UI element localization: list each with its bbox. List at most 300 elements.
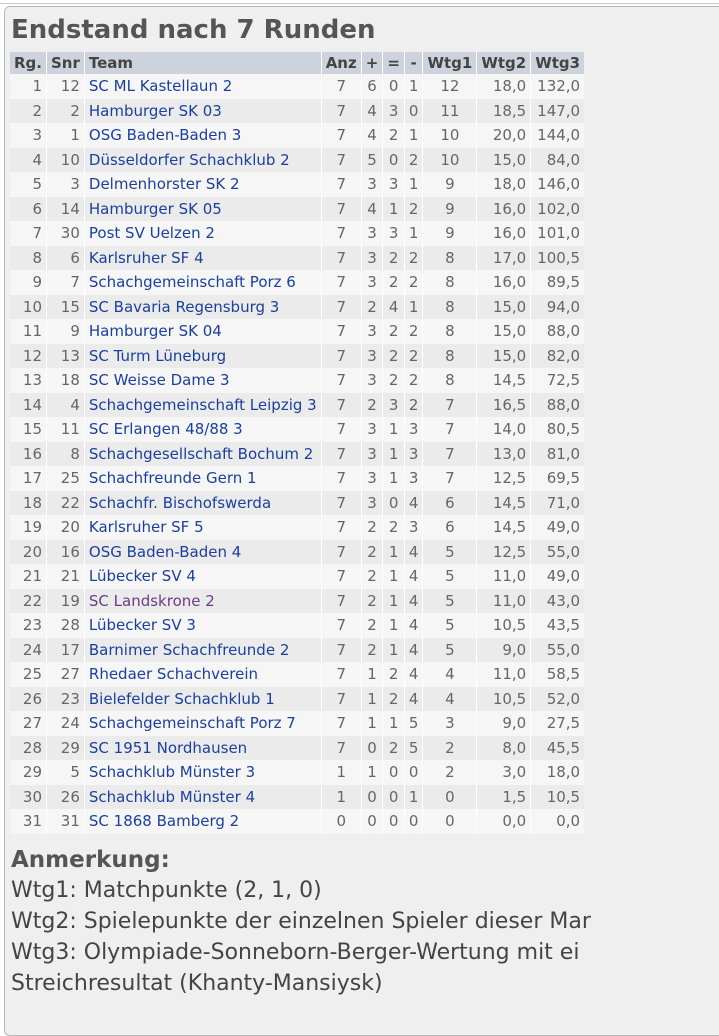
wtg3-cell: 49,0: [531, 515, 584, 540]
wtg1-cell: 8: [423, 344, 477, 369]
team-link[interactable]: Rhedaer Schachverein: [84, 662, 321, 687]
won-cell: 3: [361, 172, 383, 197]
team-link[interactable]: Schachgesellschaft Bochum 2: [84, 442, 321, 467]
wtg2-cell: 15,0: [477, 148, 531, 173]
snr-cell: 7: [47, 270, 85, 295]
snr-cell: 30: [47, 221, 85, 246]
anz-cell: 7: [321, 711, 361, 736]
lost-cell: 4: [404, 613, 423, 638]
draw-cell: 2: [383, 319, 405, 344]
anz-cell: 7: [321, 442, 361, 467]
wtg2-cell: 10,5: [477, 613, 531, 638]
lost-cell: 2: [404, 270, 423, 295]
won-cell: 4: [361, 99, 383, 124]
snr-cell: 31: [47, 809, 85, 834]
wtg1-cell: 9: [423, 197, 477, 222]
rank-cell: 15: [10, 417, 47, 442]
note-line-wtg3: Wtg3: Olympiade-Sonneborn-Berger-Wertung mit ei: [11, 940, 580, 965]
wtg3-cell: 80,5: [531, 417, 584, 442]
won-cell: 2: [361, 295, 383, 320]
wtg1-cell: 8: [423, 270, 477, 295]
anz-cell: 7: [321, 540, 361, 565]
won-cell: 3: [361, 417, 383, 442]
table-row: [10, 344, 584, 369]
team-link[interactable]: SC ML Kastellaun 2: [84, 74, 321, 99]
won-cell: 2: [361, 393, 383, 418]
rank-cell: 19: [10, 515, 47, 540]
top-border: [0, 0, 719, 4]
team-link[interactable]: SC Turm Lüneburg: [84, 344, 321, 369]
snr-cell: 12: [47, 74, 85, 99]
lost-cell: 4: [404, 589, 423, 614]
wtg3-cell: 82,0: [531, 344, 584, 369]
lost-cell: 3: [404, 466, 423, 491]
table-row: [10, 785, 584, 810]
anz-cell: 7: [321, 319, 361, 344]
table-row: [10, 809, 584, 834]
wtg2-cell: 8,0: [477, 736, 531, 761]
rank-cell: 14: [10, 393, 47, 418]
draw-cell: 2: [383, 736, 405, 761]
wtg2-cell: 13,0: [477, 442, 531, 467]
lost-cell: 2: [404, 319, 423, 344]
wtg2-cell: 1,5: [477, 785, 531, 810]
rank-cell: 7: [10, 221, 47, 246]
lost-cell: 4: [404, 564, 423, 589]
wtg1-cell: 3: [423, 711, 477, 736]
lost-cell: 2: [404, 393, 423, 418]
rank-header: Rg.: [10, 52, 47, 74]
team-link[interactable]: Düsseldorfer Schachklub 2: [84, 148, 321, 173]
snr-cell: 23: [47, 687, 85, 712]
lost-cell: 1: [404, 221, 423, 246]
wtg2-cell: 12,5: [477, 466, 531, 491]
lost-cell: 2: [404, 246, 423, 271]
lost-cell: 1: [404, 172, 423, 197]
team-link[interactable]: Schachgemeinschaft Leipzig 3: [84, 393, 321, 418]
wtg1-cell: 9: [423, 221, 477, 246]
rank-cell: 20: [10, 540, 47, 565]
wtg3-cell: 52,0: [531, 687, 584, 712]
draw-cell: 0: [383, 809, 405, 834]
wtg1-cell: 8: [423, 319, 477, 344]
wtg1-cell: 8: [423, 295, 477, 320]
snr-cell: 18: [47, 368, 85, 393]
table-row: [10, 687, 584, 712]
table-row: [10, 589, 584, 614]
won-header: +: [361, 52, 383, 74]
won-cell: 3: [361, 344, 383, 369]
snr-cell: 4: [47, 393, 85, 418]
wtg2-header: Wtg2: [477, 52, 531, 74]
snr-cell: 28: [47, 613, 85, 638]
team-link[interactable]: Hamburger SK 04: [84, 319, 321, 344]
team-link[interactable]: Schachgemeinschaft Porz 6: [84, 270, 321, 295]
won-cell: 2: [361, 638, 383, 663]
table-row: [10, 760, 584, 785]
lost-cell: 3: [404, 417, 423, 442]
anz-cell: 7: [321, 221, 361, 246]
team-link[interactable]: OSG Baden-Baden 4: [84, 540, 321, 565]
team-link[interactable]: Hamburger SK 05: [84, 197, 321, 222]
lost-cell: 0: [404, 809, 423, 834]
team-link[interactable]: Lübecker SV 3: [84, 613, 321, 638]
anz-cell: 7: [321, 736, 361, 761]
anz-cell: 7: [321, 564, 361, 589]
team-link[interactable]: Schachgemeinschaft Porz 7: [84, 711, 321, 736]
team-link[interactable]: SC Bavaria Regensburg 3: [84, 295, 321, 320]
lost-cell: 5: [404, 711, 423, 736]
table-row: [10, 638, 584, 663]
won-cell: 1: [361, 662, 383, 687]
anz-cell: 7: [321, 197, 361, 222]
table-row: [10, 148, 584, 173]
rank-cell: 13: [10, 368, 47, 393]
rank-cell: 17: [10, 466, 47, 491]
snr-cell: 5: [47, 760, 85, 785]
lost-cell: 4: [404, 638, 423, 663]
won-cell: 6: [361, 74, 383, 99]
wtg2-cell: 15,0: [477, 319, 531, 344]
anz-cell: 7: [321, 687, 361, 712]
draw-cell: 1: [383, 564, 405, 589]
wtg2-cell: 18,0: [477, 172, 531, 197]
wtg2-cell: 9,0: [477, 711, 531, 736]
won-cell: 0: [361, 809, 383, 834]
won-cell: 1: [361, 711, 383, 736]
wtg3-cell: 94,0: [531, 295, 584, 320]
wtg2-cell: 9,0: [477, 638, 531, 663]
wtg2-cell: 16,0: [477, 221, 531, 246]
table-row: [10, 613, 584, 638]
anz-cell: 7: [321, 295, 361, 320]
rank-cell: 23: [10, 613, 47, 638]
team-link[interactable]: SC Landskrone 2: [84, 589, 321, 614]
wtg1-cell: 4: [423, 687, 477, 712]
wtg2-cell: 15,0: [477, 295, 531, 320]
draw-cell: 3: [383, 172, 405, 197]
won-cell: 5: [361, 148, 383, 173]
wtg1-cell: 5: [423, 638, 477, 663]
lost-cell: 0: [404, 99, 423, 124]
note-line-streichresultat: Streichresultat (Khanty-Mansiysk): [11, 971, 383, 996]
won-cell: 4: [361, 197, 383, 222]
wtg3-cell: 147,0: [531, 99, 584, 124]
draw-cell: 2: [383, 662, 405, 687]
lost-cell: 1: [404, 123, 423, 148]
wtg3-cell: 55,0: [531, 638, 584, 663]
table-row: [10, 221, 584, 246]
snr-cell: 25: [47, 466, 85, 491]
draw-cell: 1: [383, 466, 405, 491]
lost-cell: 1: [404, 295, 423, 320]
wtg2-cell: 14,5: [477, 515, 531, 540]
snr-cell: 20: [47, 515, 85, 540]
rank-cell: 5: [10, 172, 47, 197]
anz-cell: 7: [321, 638, 361, 663]
draw-cell: 2: [383, 246, 405, 271]
table-body: [10, 74, 584, 834]
draw-cell: 1: [383, 442, 405, 467]
snr-cell: 27: [47, 662, 85, 687]
wtg1-cell: 0: [423, 809, 477, 834]
wtg3-cell: 18,0: [531, 760, 584, 785]
table-row: [10, 246, 584, 271]
wtg3-cell: 49,0: [531, 564, 584, 589]
lost-cell: 2: [404, 368, 423, 393]
wtg2-cell: 14,0: [477, 417, 531, 442]
won-cell: 3: [361, 221, 383, 246]
wtg1-cell: 4: [423, 662, 477, 687]
wtg1-cell: 11: [423, 99, 477, 124]
wtg2-cell: 11,0: [477, 564, 531, 589]
team-link[interactable]: SC Weisse Dame 3: [84, 368, 321, 393]
note-title: Anmerkung:: [11, 847, 170, 873]
wtg1-cell: 10: [423, 148, 477, 173]
wtg3-cell: 84,0: [531, 148, 584, 173]
draw-cell: 2: [383, 687, 405, 712]
team-link[interactable]: Hamburger SK 03: [84, 99, 321, 124]
snr-cell: 19: [47, 589, 85, 614]
rank-cell: 2: [10, 99, 47, 124]
draw-cell: 3: [383, 99, 405, 124]
anz-cell: 7: [321, 123, 361, 148]
draw-cell: 3: [383, 393, 405, 418]
anz-cell: 7: [321, 246, 361, 271]
wtg2-cell: 10,5: [477, 687, 531, 712]
draw-cell: 1: [383, 638, 405, 663]
won-cell: 0: [361, 736, 383, 761]
wtg3-cell: 81,0: [531, 442, 584, 467]
team-link[interactable]: Schachklub Münster 4: [84, 785, 321, 810]
anz-cell: 7: [321, 589, 361, 614]
won-cell: 0: [361, 785, 383, 810]
draw-cell: 1: [383, 711, 405, 736]
snr-cell: 26: [47, 785, 85, 810]
note-line-wtg1: Wtg1: Matchpunkte (2, 1, 0): [11, 878, 322, 903]
rank-cell: 27: [10, 711, 47, 736]
wtg3-header: Wtg3: [531, 52, 584, 74]
wtg1-cell: 8: [423, 368, 477, 393]
snr-cell: 17: [47, 638, 85, 663]
anz-header: Anz: [321, 52, 361, 74]
wtg2-cell: 11,0: [477, 662, 531, 687]
anz-cell: 7: [321, 148, 361, 173]
won-cell: 3: [361, 368, 383, 393]
table-row: [10, 99, 584, 124]
snr-cell: 1: [47, 123, 85, 148]
team-link[interactable]: OSG Baden-Baden 3: [84, 123, 321, 148]
wtg2-cell: 18,5: [477, 99, 531, 124]
wtg1-cell: 5: [423, 589, 477, 614]
draw-cell: 1: [383, 613, 405, 638]
anz-cell: 7: [321, 368, 361, 393]
snr-cell: 3: [47, 172, 85, 197]
snr-cell: 11: [47, 417, 85, 442]
team-link[interactable]: SC Erlangen 48/88 3: [84, 417, 321, 442]
table-row: [10, 319, 584, 344]
wtg2-cell: 14,5: [477, 368, 531, 393]
draw-cell: 1: [383, 197, 405, 222]
draw-cell: 4: [383, 295, 405, 320]
wtg3-cell: 88,0: [531, 393, 584, 418]
wtg1-header: Wtg1: [423, 52, 477, 74]
wtg2-cell: 14,5: [477, 491, 531, 516]
rank-cell: 11: [10, 319, 47, 344]
draw-cell: 0: [383, 785, 405, 810]
rank-cell: 9: [10, 270, 47, 295]
team-link[interactable]: Bielefelder Schachklub 1: [84, 687, 321, 712]
rank-cell: 24: [10, 638, 47, 663]
team-link[interactable]: SC 1868 Bamberg 2: [84, 809, 321, 834]
won-cell: 1: [361, 687, 383, 712]
snr-header: Snr: [47, 52, 85, 74]
wtg2-cell: 12,5: [477, 540, 531, 565]
table-row: [10, 540, 584, 565]
draw-cell: 3: [383, 221, 405, 246]
table-row: [10, 123, 584, 148]
wtg1-cell: 5: [423, 564, 477, 589]
rank-cell: 12: [10, 344, 47, 369]
wtg3-cell: 69,5: [531, 466, 584, 491]
won-cell: 1: [361, 760, 383, 785]
wtg1-cell: 10: [423, 123, 477, 148]
team-link[interactable]: Karlsruher SF 5: [84, 515, 321, 540]
won-cell: 3: [361, 442, 383, 467]
wtg1-cell: 5: [423, 613, 477, 638]
table-row: [10, 515, 584, 540]
wtg1-cell: 7: [423, 393, 477, 418]
rank-cell: 1: [10, 74, 47, 99]
rank-cell: 31: [10, 809, 47, 834]
wtg1-cell: 6: [423, 491, 477, 516]
lost-cell: 4: [404, 687, 423, 712]
won-cell: 2: [361, 589, 383, 614]
draw-cell: 1: [383, 417, 405, 442]
snr-cell: 6: [47, 246, 85, 271]
won-cell: 2: [361, 613, 383, 638]
wtg2-cell: 16,0: [477, 197, 531, 222]
team-link[interactable]: SC 1951 Nordhausen: [84, 736, 321, 761]
lost-cell: 2: [404, 197, 423, 222]
wtg2-cell: 3,0: [477, 760, 531, 785]
wtg3-cell: 88,0: [531, 319, 584, 344]
anz-cell: 7: [321, 74, 361, 99]
wtg3-cell: 58,5: [531, 662, 584, 687]
anz-cell: 0: [321, 809, 361, 834]
wtg2-cell: 18,0: [477, 74, 531, 99]
team-link[interactable]: Delmenhorster SK 2: [84, 172, 321, 197]
lost-cell: 2: [404, 344, 423, 369]
rank-cell: 8: [10, 246, 47, 271]
table-row: [10, 417, 584, 442]
wtg1-cell: 9: [423, 172, 477, 197]
rank-cell: 25: [10, 662, 47, 687]
team-link[interactable]: Schachklub Münster 3: [84, 760, 321, 785]
table-row: [10, 172, 584, 197]
rank-cell: 3: [10, 123, 47, 148]
team-link[interactable]: Lübecker SV 4: [84, 564, 321, 589]
wtg2-cell: 15,0: [477, 344, 531, 369]
wtg3-cell: 10,5: [531, 785, 584, 810]
lost-cell: 4: [404, 540, 423, 565]
wtg2-cell: 16,5: [477, 393, 531, 418]
anz-cell: 7: [321, 344, 361, 369]
draw-cell: 2: [383, 270, 405, 295]
rank-cell: 10: [10, 295, 47, 320]
anz-cell: 7: [321, 270, 361, 295]
wtg1-cell: 7: [423, 442, 477, 467]
draw-cell: 2: [383, 368, 405, 393]
table-row: [10, 197, 584, 222]
table-row: [10, 368, 584, 393]
wtg3-cell: 100,5: [531, 246, 584, 271]
table-row: [10, 711, 584, 736]
team-link[interactable]: Barnimer Schachfreunde 2: [84, 638, 321, 663]
anz-cell: 7: [321, 466, 361, 491]
anz-cell: 1: [321, 760, 361, 785]
team-link[interactable]: Schachfreunde Gern 1: [84, 466, 321, 491]
anz-cell: 7: [321, 613, 361, 638]
table-row: [10, 442, 584, 467]
won-cell: 3: [361, 319, 383, 344]
team-link[interactable]: Schachfr. Bischofswerda: [84, 491, 321, 516]
wtg3-cell: 146,0: [531, 172, 584, 197]
snr-cell: 8: [47, 442, 85, 467]
table-row: [10, 270, 584, 295]
rank-cell: 28: [10, 736, 47, 761]
wtg2-cell: 11,0: [477, 589, 531, 614]
team-link[interactable]: Post SV Uelzen 2: [84, 221, 321, 246]
team-header: Team: [84, 52, 321, 74]
anz-cell: 7: [321, 172, 361, 197]
draw-cell: 0: [383, 760, 405, 785]
rank-cell: 26: [10, 687, 47, 712]
anz-cell: 7: [321, 99, 361, 124]
snr-cell: 22: [47, 491, 85, 516]
snr-cell: 10: [47, 148, 85, 173]
wtg2-cell: 20,0: [477, 123, 531, 148]
wtg3-cell: 101,0: [531, 221, 584, 246]
won-cell: 2: [361, 564, 383, 589]
snr-cell: 9: [47, 319, 85, 344]
wtg1-cell: 8: [423, 246, 477, 271]
lost-cell: 2: [404, 148, 423, 173]
draw-cell: 0: [383, 491, 405, 516]
wtg1-cell: 7: [423, 466, 477, 491]
draw-cell: 1: [383, 589, 405, 614]
team-link[interactable]: Karlsruher SF 4: [84, 246, 321, 271]
rank-cell: 30: [10, 785, 47, 810]
lost-cell: 3: [404, 515, 423, 540]
anz-cell: 7: [321, 417, 361, 442]
wtg1-cell: 7: [423, 417, 477, 442]
lost-cell: 4: [404, 662, 423, 687]
table-row: [10, 466, 584, 491]
draw-header: =: [383, 52, 405, 74]
anz-cell: 7: [321, 515, 361, 540]
wtg1-cell: 0: [423, 785, 477, 810]
snr-cell: 21: [47, 564, 85, 589]
won-cell: 4: [361, 123, 383, 148]
rank-cell: 6: [10, 197, 47, 222]
draw-cell: 1: [383, 540, 405, 565]
won-cell: 3: [361, 491, 383, 516]
won-cell: 2: [361, 515, 383, 540]
rank-cell: 16: [10, 442, 47, 467]
anz-cell: 7: [321, 491, 361, 516]
wtg1-cell: 6: [423, 515, 477, 540]
